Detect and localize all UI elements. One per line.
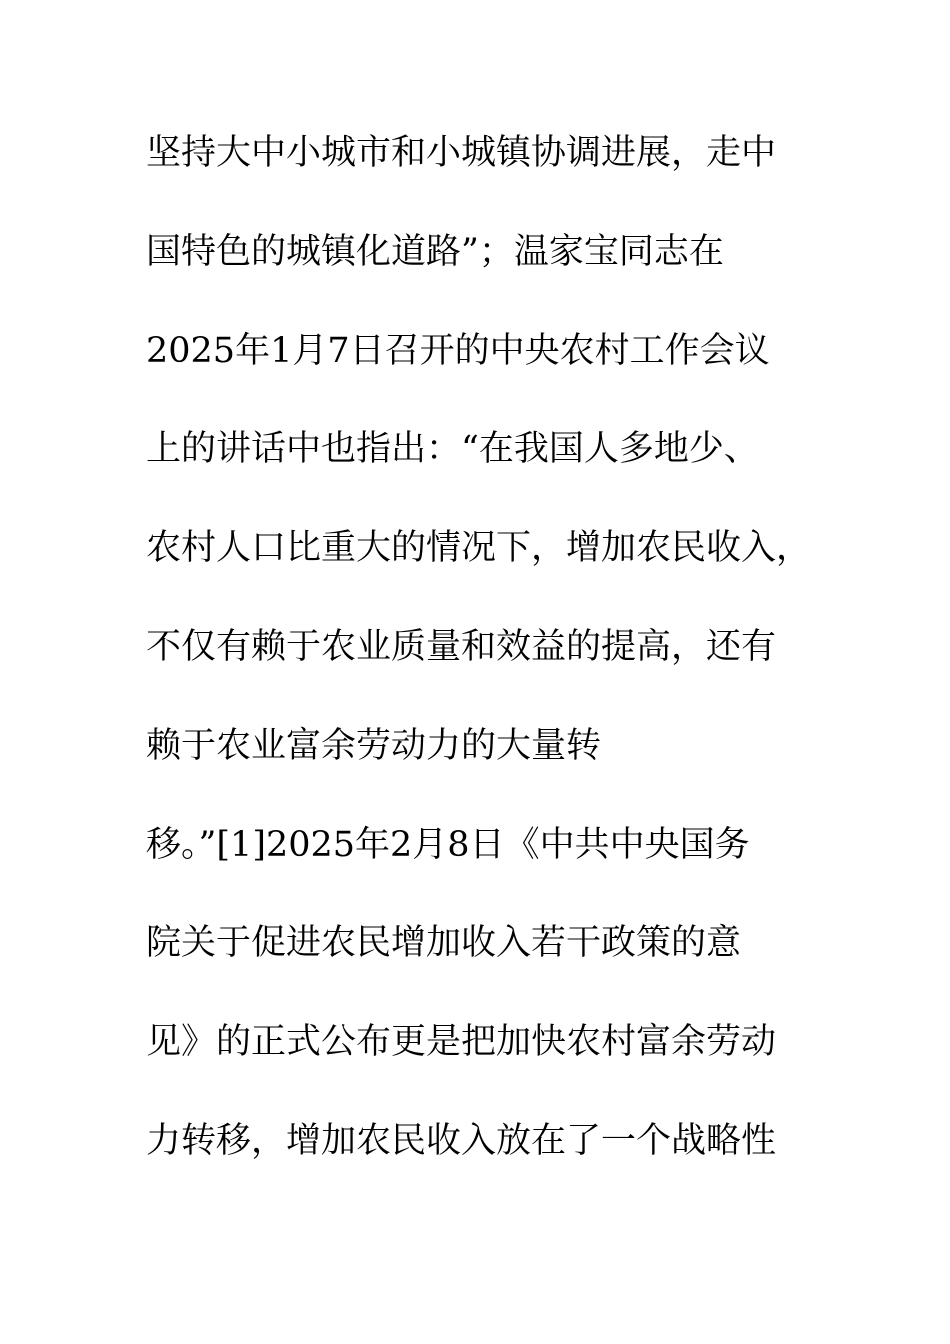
text-line: 力转移，增加农民收入放在了一个战略性 — [146, 1120, 777, 1161]
text-line: 2025年1月7日召开的中央农村工作会议 — [146, 330, 770, 371]
text-line: 上的讲话中也指出：“在我国人多地少、 — [146, 429, 759, 470]
text-line: 见》的正式公布更是把加快农村富余劳动 — [146, 1022, 777, 1063]
text-line: 移。”[1]2025年2月8日《中共中央国务 — [146, 824, 750, 865]
text-line: 不仅有赖于农业质量和效益的提高，还有 — [146, 626, 777, 667]
text-line: 院关于促进农民增加收入若干政策的意 — [146, 923, 742, 964]
text-line: 农村人口比重大的情况下，增加农民收入， — [146, 528, 812, 569]
text-line: 国特色的城镇化道路”；温家宝同志在 — [146, 231, 724, 272]
text-line: 赖于农业富余劳动力的大量转 — [146, 725, 602, 766]
text-line: 坚持大中小城市和小城镇协调进展，走中 — [146, 133, 777, 173]
body-text — [146, 128, 826, 1215]
